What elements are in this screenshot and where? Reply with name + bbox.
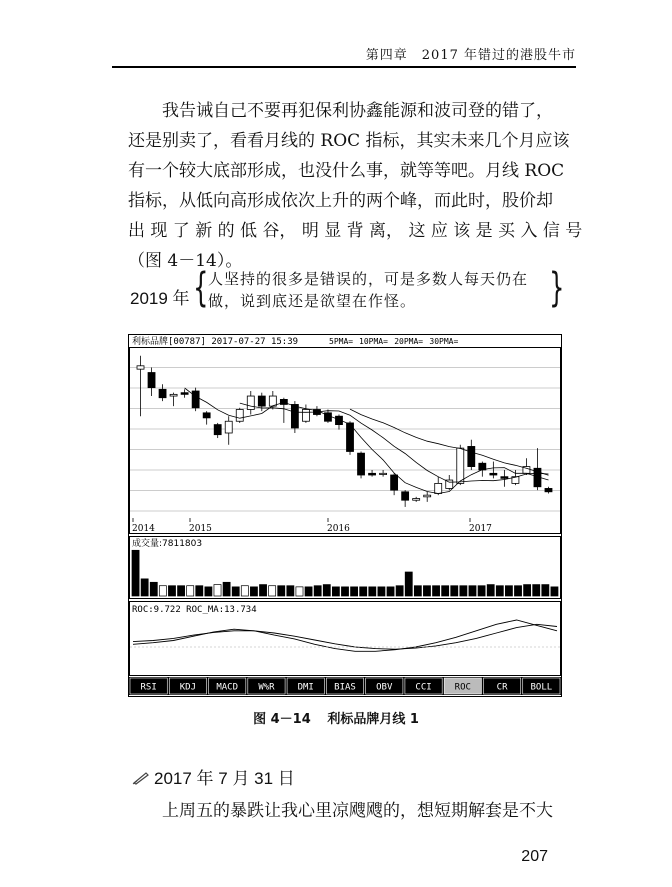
volume-bar [168, 586, 175, 596]
candle-body [358, 453, 365, 475]
volume-bar [150, 582, 157, 596]
volume-bar [442, 586, 449, 596]
volume-bar [414, 586, 421, 596]
left-brace: { [193, 265, 209, 311]
stock-chart [128, 334, 562, 697]
candles [137, 356, 552, 507]
chart-canvas [129, 335, 561, 696]
volume-bar [551, 587, 558, 596]
price-grid [130, 368, 560, 512]
note-text [208, 268, 548, 312]
volume-bar [232, 587, 239, 596]
candle-body [369, 473, 376, 475]
note-line: 人坚持的很多是错误的，可是多数人每天仍在 [208, 270, 529, 288]
volume-bar [451, 586, 458, 596]
moving-averages [185, 388, 549, 494]
candle-body [291, 404, 298, 428]
volume-bar [341, 587, 348, 596]
candle-body [170, 394, 177, 396]
roc-ma-line [133, 624, 557, 649]
roc-label: ROC:9.722 ROC_MA:13.734 [132, 605, 257, 615]
volume-bar [278, 586, 285, 596]
volume-bar [396, 586, 403, 596]
body-paragraph-1 [128, 96, 583, 276]
candle-body [247, 396, 254, 409]
candle-body [137, 366, 144, 369]
candle-body [159, 389, 166, 397]
candle-body [380, 473, 387, 474]
paragraph-line: 我告诫自己不要再犯保利协鑫能源和波司登的错了， [162, 101, 553, 121]
volume-bar [524, 585, 531, 596]
volume-bar [141, 579, 148, 596]
note-year: 2019 年 [130, 289, 190, 308]
volume-bar [323, 585, 330, 596]
ma-legend-item: 10PMA= [359, 337, 388, 346]
volume-bar [533, 585, 540, 596]
ma-legend-item: 30PMA= [429, 337, 459, 346]
price-panel-frame [130, 348, 561, 534]
figure-title: 利标品牌月线 1 [327, 712, 419, 727]
candle-body [269, 396, 276, 406]
volume-bar [250, 587, 257, 596]
volume-label: 成交量:7811803 [132, 539, 203, 549]
volume-bar [405, 572, 412, 596]
volume-bar [514, 586, 521, 596]
indicator-tab-label[interactable]: ROC [454, 682, 471, 693]
candle-body [258, 396, 265, 406]
roc-line [133, 620, 557, 651]
chart-title: 利标品牌[00787] 2017-07-27 15:39 [132, 337, 299, 347]
candle-body [457, 448, 464, 483]
figure-caption [0, 708, 672, 727]
indicator-tab-label[interactable]: CR [496, 682, 508, 693]
volume-bar [469, 586, 476, 596]
volume-bar [478, 586, 485, 596]
volume-bar [296, 587, 303, 596]
figure-number: 图 4－14 [253, 712, 311, 727]
ma-legend [329, 337, 458, 346]
candle-body [203, 413, 210, 418]
candle-body [424, 495, 431, 497]
indicator-tab-label[interactable]: OBV [376, 682, 393, 693]
candle-body [402, 492, 409, 500]
candle-body [435, 483, 442, 493]
candle-body [181, 393, 188, 395]
ma-legend-item: 20PMA= [394, 337, 424, 346]
running-header: 第四章 2017 年错过的港股牛市 [365, 48, 576, 63]
indicator-tab-label[interactable]: RSI [140, 682, 157, 693]
volume-bar [178, 586, 185, 596]
candle-body [214, 425, 221, 435]
volume-bar [159, 586, 166, 596]
volume-bar [305, 587, 312, 596]
x-tick-label: 2016 [327, 524, 350, 534]
date-heading [132, 764, 295, 789]
indicator-tab-label[interactable]: CCI [415, 682, 432, 693]
paragraph-line: 出 现 了 新 的 低 谷， 明 显 背 离， 这 应 该 是 买 入 信 号 [128, 221, 583, 241]
pen-icon [132, 771, 150, 785]
volume-bar [387, 587, 394, 596]
candle-body [391, 475, 398, 490]
candle-body [280, 399, 287, 404]
indicator-tab-label[interactable]: BIAS [334, 682, 356, 693]
candle-body [413, 499, 420, 501]
candle-body [545, 488, 552, 491]
volume-bar [259, 585, 266, 596]
volume-bar [269, 586, 276, 596]
ma-legend-item: 5PMA= [329, 337, 354, 346]
candle-body [468, 446, 475, 466]
candle-body [225, 421, 232, 433]
volume-bars [132, 550, 558, 596]
volume-bar [487, 585, 494, 596]
volume-bar [460, 586, 467, 596]
date-text: 2017 年 7 月 31 日 [154, 769, 295, 788]
volume-bar [378, 587, 385, 596]
volume-bar [287, 586, 294, 596]
x-tick-label: 2014 [132, 524, 155, 534]
x-tick-label: 2015 [189, 524, 212, 534]
x-tick-label: 2017 [469, 524, 492, 534]
candle-body [192, 391, 199, 408]
indicator-tab-label[interactable]: MACD [216, 682, 239, 693]
volume-bar [241, 586, 248, 596]
indicator-tabs[interactable] [129, 677, 561, 695]
ma-line [350, 409, 549, 475]
candle-body [148, 373, 155, 388]
paragraph-line: 还是别卖了，看看月线的 ROC 指标，其实未来几个月应该 [128, 131, 570, 151]
indicator-tab-label[interactable]: KDJ [179, 682, 197, 693]
volume-bar [369, 587, 376, 596]
candle-body [236, 409, 243, 421]
right-brace: } [549, 265, 565, 311]
volume-bar [496, 586, 503, 596]
volume-bar [223, 582, 230, 596]
indicator-tab-label[interactable]: DMI [297, 682, 314, 693]
volume-bar [542, 585, 549, 596]
volume-bar [351, 587, 358, 596]
volume-bar [423, 586, 430, 596]
note-line: 做，说到底还是欲望在作怪。 [208, 292, 417, 310]
volume-bar [360, 587, 367, 596]
candle-body [302, 409, 309, 421]
candle-body [501, 477, 508, 479]
volume-bar [214, 585, 221, 596]
volume-bar [187, 586, 194, 596]
volume-bar [433, 586, 440, 596]
roc-indicator [130, 620, 560, 651]
page-number: 207 [521, 848, 548, 865]
volume-bar [205, 587, 212, 596]
indicator-tab-label[interactable]: W%R [258, 682, 275, 693]
candle-body [490, 473, 497, 475]
paragraph-line: 指标，从低向高形成依次上升的两个峰，而此时，股价却 [128, 191, 553, 211]
ma-line [185, 388, 549, 494]
ma-line [240, 403, 549, 482]
volume-bar [132, 550, 139, 596]
volume-bar [332, 587, 339, 596]
x-axis-labels [132, 518, 492, 534]
volume-bar [196, 586, 203, 596]
volume-bar [505, 586, 512, 596]
body-paragraph-2: 上周五的暴跌让我心里凉飕飕的，想短期解套是不大 [162, 801, 553, 821]
indicator-tab-label[interactable]: BOLL [530, 682, 553, 693]
header-rule [112, 66, 576, 68]
paragraph-line: （图 4－14）。 [128, 251, 243, 271]
volume-bar [314, 586, 321, 596]
paragraph-line: 有一个较大底部形成，也没什么事，就等等吧。月线 ROC [128, 161, 565, 181]
